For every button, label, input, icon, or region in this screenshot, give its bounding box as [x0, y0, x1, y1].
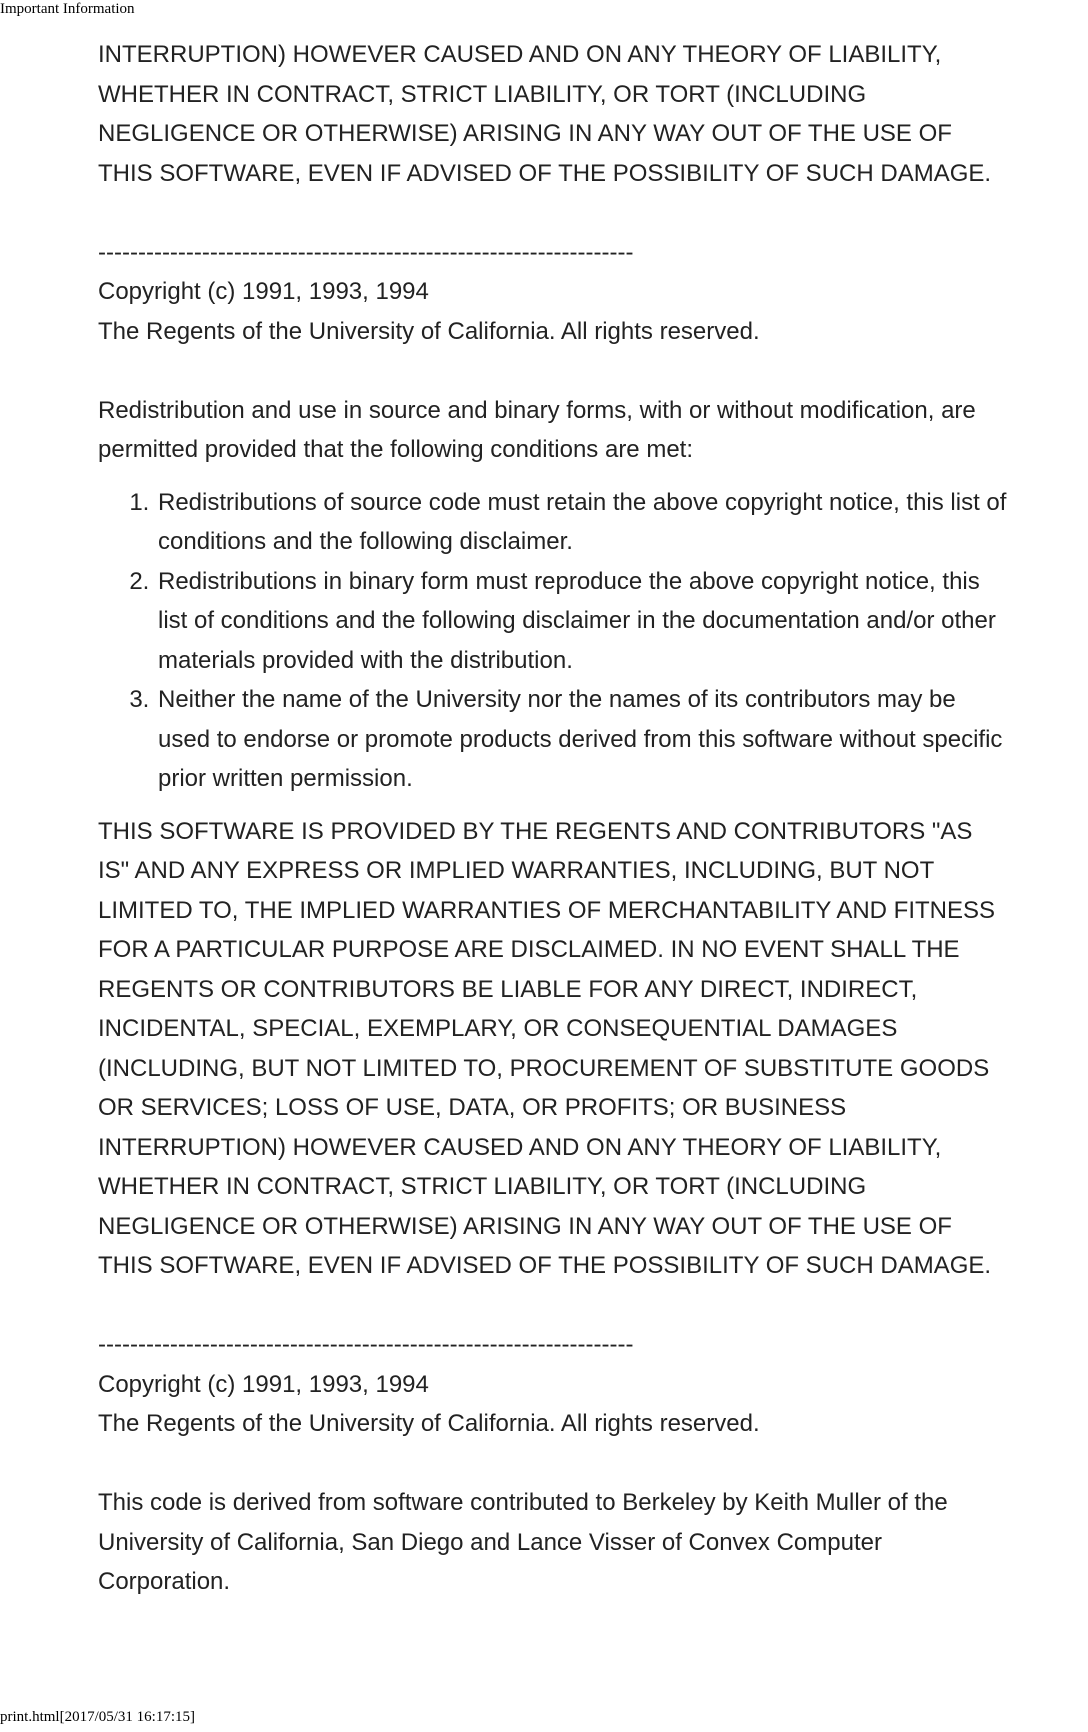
text-line: materials provided with the distribution.: [158, 646, 573, 674]
text-line: THIS SOFTWARE, EVEN IF ADVISED OF THE POSSIBILITY OF SUCH DAMAGE.: [98, 1252, 992, 1279]
text-line: list of conditions and the following disclaimer in the documentation and/or other: [158, 607, 996, 634]
condition-item: [156, 562, 1083, 681]
conditions-list: [98, 483, 1083, 799]
text-line: THIS SOFTWARE IS PROVIDED BY THE REGENTS AND CONTRIBUTORS "AS: [98, 817, 973, 845]
text-line: Neither the name of the University nor the names of its contributors may be: [158, 686, 956, 713]
text-line: conditions and the following disclaimer.: [158, 528, 573, 555]
text-line: permitted provided that the following conditions are met:: [98, 436, 693, 463]
text-line: Redistribution and use in source and binary forms, with or without modification, are: [98, 396, 976, 424]
page-footer: print.html[2017/05/31 16:17:15]: [0, 1709, 195, 1725]
copyright-line: Copyright (c) 1991, 1993, 1994: [98, 1370, 429, 1398]
text-line: REGENTS OR CONTRIBUTORS BE LIABLE FOR ANY DIRECT, INDIRECT,: [98, 975, 918, 1003]
text-line: (INCLUDING, BUT NOT LIMITED TO, PROCUREMENT OF SUBSTITUTE GOODS: [98, 1054, 990, 1082]
text-line: FOR A PARTICULAR PURPOSE ARE DISCLAIMED. IN NO EVENT SHALL THE: [98, 936, 960, 963]
text-line: This code is derived from software contributed to Berkeley by Keith Muller of the: [98, 1489, 948, 1516]
text-line: prior written permission.: [158, 765, 413, 792]
disclaimer-tail: [98, 35, 1083, 193]
text-line: WHETHER IN CONTRACT, STRICT LIABILITY, OR TORT (INCLUDING: [98, 1173, 867, 1200]
text-line: Redistributions of source code must retain the above copyright notice, this list of: [158, 488, 1007, 516]
text-line: NEGLIGENCE OR OTHERWISE) ARISING IN ANY WAY OUT OF THE USE OF: [98, 1212, 952, 1240]
text-line: THIS SOFTWARE, EVEN IF ADVISED OF THE POSSIBILITY OF SUCH DAMAGE.: [98, 159, 992, 187]
text-line: NEGLIGENCE OR OTHERWISE) ARISING IN ANY WAY OUT OF THE USE OF: [98, 120, 952, 147]
text-line: Corporation.: [98, 1568, 231, 1595]
spacer: [98, 193, 1083, 233]
condition-item: [156, 483, 1083, 562]
separator-line: -------------------------------------------------------------------: [98, 238, 634, 266]
document-body: [98, 35, 1083, 1602]
redistribution-intro: [98, 391, 1083, 470]
rights-line: The Regents of the University of California. All rights reserved.: [98, 1410, 760, 1437]
text-line: OR SERVICES; LOSS OF USE, DATA, OR PROFITS; OR BUSINESS: [98, 1094, 847, 1121]
page-header: Important Information: [0, 1, 135, 17]
copyright-block-1: [98, 233, 1083, 352]
text-line: LIMITED TO, THE IMPLIED WARRANTIES OF MERCHANTABILITY AND FITNESS: [98, 896, 996, 924]
text-line: Redistributions in binary form must reproduce the above copyright notice, this: [158, 567, 980, 595]
text-line: IS" AND ANY EXPRESS OR IMPLIED WARRANTIES, INCLUDING, BUT NOT: [98, 857, 935, 884]
spacer: [98, 1286, 1083, 1326]
text-line: INTERRUPTION) HOWEVER CAUSED AND ON ANY THEORY OF LIABILITY,: [98, 1133, 942, 1161]
disclaimer-full: [98, 812, 1083, 1286]
text-line: INCIDENTAL, SPECIAL, EXEMPLARY, OR CONSEQUENTIAL DAMAGES: [98, 1015, 898, 1042]
text-line: used to endorse or promote products derived from this software without specific: [158, 725, 1003, 753]
text-line: INTERRUPTION) HOWEVER CAUSED AND ON ANY THEORY OF LIABILITY,: [98, 41, 942, 68]
text-line: WHETHER IN CONTRACT, STRICT LIABILITY, OR TORT (INCLUDING: [98, 80, 867, 108]
spacer: [98, 351, 1083, 391]
separator-line: -------------------------------------------------------------------: [98, 1331, 634, 1358]
condition-item: [156, 680, 1083, 799]
derived-notice: [98, 1483, 1083, 1602]
rights-line: The Regents of the University of California. All rights reserved.: [98, 317, 760, 345]
spacer: [98, 1444, 1083, 1484]
text-line: University of California, San Diego and Lance Visser of Convex Computer: [98, 1528, 882, 1556]
copyright-line: Copyright (c) 1991, 1993, 1994: [98, 278, 429, 305]
copyright-block-2: [98, 1325, 1083, 1444]
